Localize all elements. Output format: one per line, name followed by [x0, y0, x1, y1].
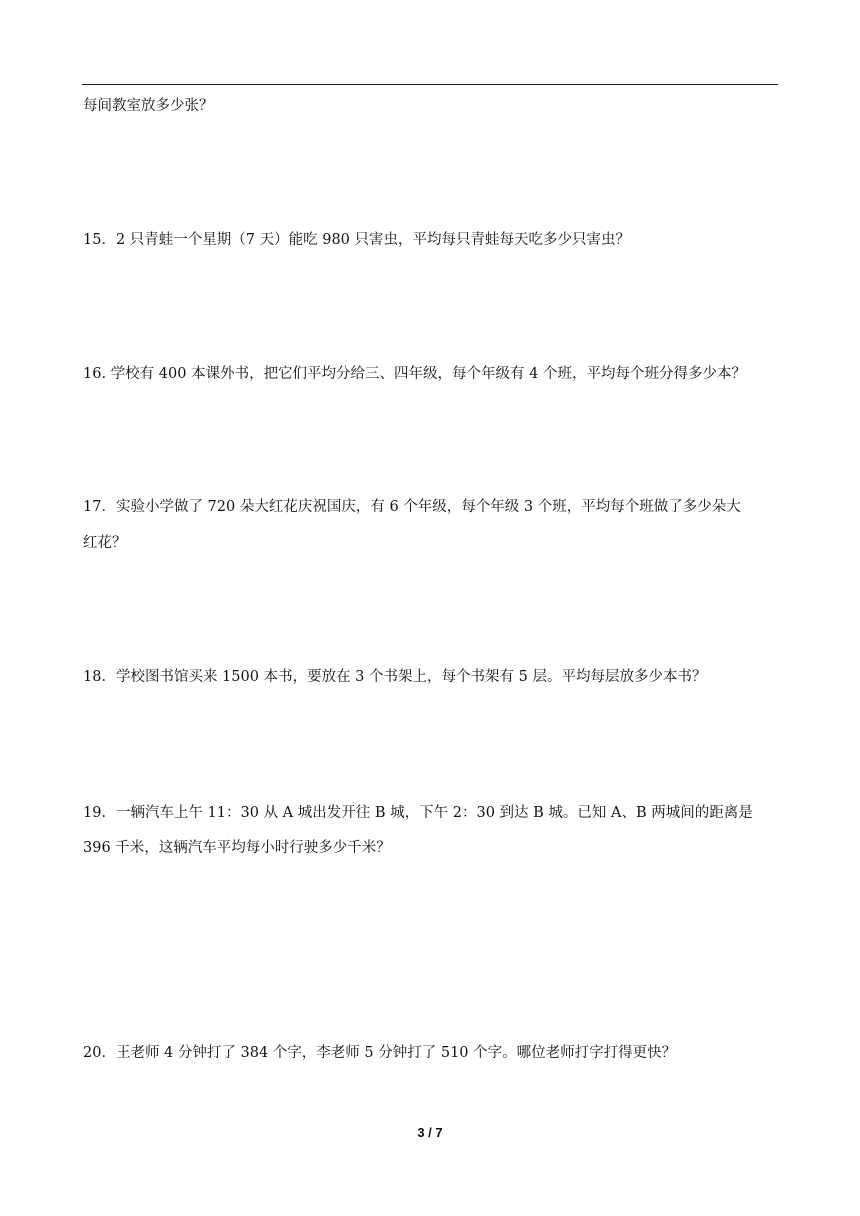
header-rule	[82, 84, 778, 85]
question-17-line-2: 红花？	[83, 535, 127, 551]
question-19-line-2: 396 千米，这辆汽车平均每小时行驶多少千米？	[83, 840, 391, 856]
question-20: 20．王老师 4 分钟打了 384 个字，李老师 5 分钟打了 510 个字。哪位老师打字打得更快？	[83, 1045, 677, 1061]
continuation-line: 每间教室放多少张？	[83, 98, 214, 114]
question-15: 15．2 只青蛙一个星期（7 天）能吃 980 只害虫，平均每只青蛙每天吃多少只害虫？	[83, 232, 631, 248]
question-17-line-1: 17．实验小学做了 720 朵大红花庆祝国庆，有 6 个年级，每个年级 3 个班，平均每个班做了多少朵大	[83, 499, 741, 515]
question-16: 16. 学校有 400 本课外书，把它们平均分给三、四年级，每个年级有 4 个班，平均每个班分得多少本？	[83, 366, 747, 382]
question-19-line-1: 19．一辆汽车上午 11：30 从 A 城出发开往 B 城，下午 2：30 到达 B 城。已知 A、B 两城间的距离是	[83, 805, 753, 821]
question-18: 18．学校图书馆买来 1500 本书，要放在 3 个书架上，每个书架有 5 层。平均每层放多少本书？	[83, 669, 707, 685]
page-number: 3 / 7	[417, 1125, 443, 1140]
